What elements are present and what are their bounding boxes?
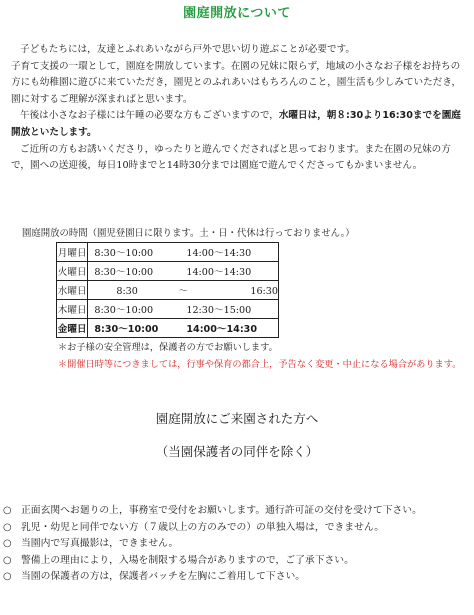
intro-paragraph-3 — [11, 108, 463, 141]
day-cell: 木曜日 — [57, 300, 88, 319]
table-row — [57, 243, 279, 262]
morning-time: 8:30〜10:00 — [94, 267, 154, 278]
wednesday-hours-notice: 水曜日は，朝８:30より16:30までを園庭開放といたします。 — [11, 110, 461, 138]
intro-section — [11, 42, 463, 175]
end-time: 16:30 — [250, 286, 278, 297]
time-cell — [88, 262, 279, 281]
rule-text: 乳児・幼児と同伴でない方（７歳以上の方のみでの）の単独入場は，できません。 — [21, 521, 385, 533]
intro-paragraph-3-text: 午後は小さなお子様には午睡の必要な方もございますので， — [20, 110, 279, 122]
hours-title: 園庭開放の時間（園児登園日に限ります。土・日・代休は行っておりません。） — [22, 228, 355, 239]
afternoon-time: 14:00〜14:30 — [186, 248, 252, 259]
intro-paragraph-2: 子育て支援の一環として，園庭を開放しています。在園の兄妹に限らず，地域の小さなお子様をお持ちの方にも幼稚園に遊びに来ていただき，園児とのふれあいはもちろんのこと，園生活も少しみていただき，園に対するご理解が深まればと思います。 — [11, 60, 462, 105]
table-row — [57, 319, 279, 338]
time-cell — [88, 243, 279, 262]
page-title: 園庭開放について — [183, 6, 291, 21]
day-cell: 水曜日 — [57, 281, 88, 300]
rule-text: 警備上の理由により，入場を制限する場合がありますので，ご了承下さい。 — [21, 554, 354, 566]
day-cell: 月曜日 — [57, 243, 88, 262]
change-notice: ＊開催日時等につきましては，行事や保育の都合上，予告なく変更・中止になる場合があります。 — [58, 359, 462, 370]
day-cell: 金曜日 — [57, 319, 88, 338]
circle-bullet-icon: ○ — [3, 571, 12, 583]
circle-bullet-icon: ○ — [3, 521, 12, 533]
intro-paragraph-4: ご近所の方もお誘いくださり，ゆったりと遊んでくださればと思っております。また在園の兄妹の方で，園への送迎後，毎日10時までと14時30分までは園庭で遊んでくださってもかまいません。 — [11, 143, 451, 172]
list-item — [3, 520, 469, 537]
table-row — [57, 300, 279, 319]
hours-table — [56, 242, 279, 338]
morning-time: 8:30〜10:00 — [94, 248, 154, 259]
circle-bullet-icon: ○ — [3, 505, 12, 516]
rule-text: 正面玄関へお廻りの上，事務室で受付をお願いします。通行許可証の交付を受けて下さい。 — [21, 505, 422, 516]
start-time: 8:30 — [116, 286, 138, 297]
list-item — [3, 503, 469, 520]
circle-bullet-icon: ○ — [3, 554, 12, 566]
list-item — [3, 536, 469, 553]
morning-time: 8:30〜10:00 — [94, 324, 159, 335]
intro-paragraph-1: 子どもたちには，友達とふれあいながら戸外で思い切り遊ぶことが必要です。 — [20, 44, 356, 55]
day-cell: 火曜日 — [57, 262, 88, 281]
visitors-heading: 園庭開放にご来園された方へ — [155, 411, 319, 426]
table-row — [57, 281, 279, 300]
table-row — [57, 262, 279, 281]
list-item — [3, 553, 469, 570]
circle-bullet-icon: ○ — [3, 538, 12, 550]
afternoon-time: 12:30〜15:00 — [186, 305, 252, 316]
time-cell — [88, 281, 279, 300]
visitor-rules-list — [3, 503, 469, 586]
list-item — [3, 569, 469, 586]
rule-text: 当園の保護者の方は，保護者バッチを左胸にご着用して下さい。 — [21, 571, 306, 583]
time-cell — [88, 300, 279, 319]
rule-text: 当園内で写真撮影は，できません。 — [21, 538, 179, 550]
afternoon-time: 14:00〜14:30 — [186, 267, 252, 278]
afternoon-time: 14:00〜14:30 — [186, 324, 258, 335]
safety-note: ＊お子様の安全管理は，保護者の方でお願いします。 — [58, 342, 278, 353]
morning-time: 8:30〜10:00 — [94, 305, 154, 316]
visitors-subheading: （当園保護者の同伴を除く） — [155, 444, 319, 459]
range-separator: 〜 — [178, 286, 188, 297]
time-cell — [88, 319, 279, 338]
